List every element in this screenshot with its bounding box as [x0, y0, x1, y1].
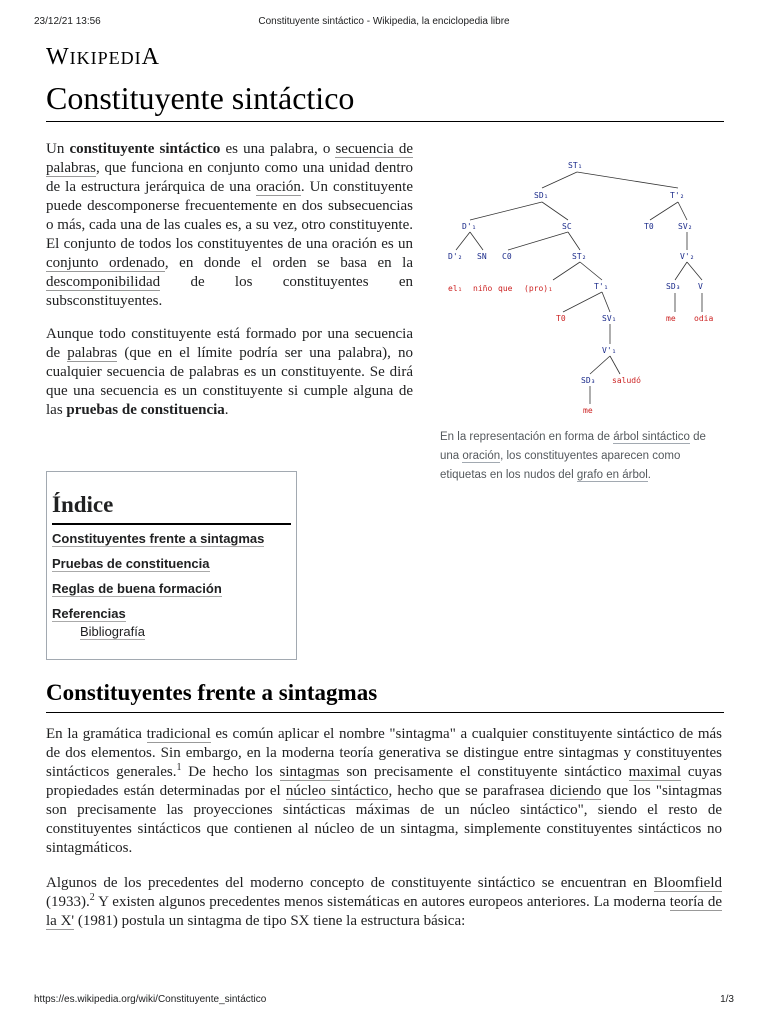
leaf-pro: (pro)₁: [524, 284, 553, 293]
link-maximal[interactable]: maximal: [628, 764, 682, 780]
edge: [470, 202, 542, 220]
edge: [678, 202, 687, 220]
syntax-tree-figure: [440, 150, 730, 485]
text: Algunos de los precedentes del moderno concepto de constituyente sintáctico se encuentran en: [46, 875, 654, 891]
toc-item-label: Reglas de buena formación: [52, 581, 222, 596]
text: Y existen algunos precedentes menos sistemáticas en autores europeos anteriores. La moderna: [94, 894, 670, 910]
edge: [470, 232, 483, 250]
link-descomponibilidad[interactable]: descomponibilidad: [46, 274, 161, 290]
print-page-title: Constituyente sintáctico - Wikipedia, la enciclopedia libre: [258, 16, 510, 27]
node-sd1: SD₁: [534, 191, 549, 200]
text: Un: [46, 141, 70, 157]
leaf-que: que: [498, 284, 513, 293]
node-sv2: SV₂: [678, 222, 693, 231]
text: son precisamente el constituyente sintáctico: [339, 764, 629, 780]
edge: [542, 172, 577, 188]
reference-2[interactable]: 2: [89, 892, 95, 903]
node-st1: ST₁: [568, 161, 583, 170]
link-nucleo-sintactico[interactable]: núcleo sintáctico: [285, 783, 389, 799]
toc-item-label: Pruebas de constituencia: [52, 556, 210, 571]
text: (que en el límite podría ser una palabra), no cualquier secuencia de palabras es un constituyente. Se dirá que una secuencia es un constituyente si cumple alguna de las: [46, 345, 413, 418]
toc-title: Índice: [52, 492, 291, 525]
bold-term: constituyente sintáctico: [69, 141, 221, 157]
leaf-odia: odia: [694, 314, 714, 323]
toc-item-label: Constituyentes frente a sintagmas: [52, 531, 265, 546]
text: (1981) postula un sintagma de tipo SX tiene la estructura básica:: [74, 913, 466, 929]
text: de una: [440, 431, 706, 462]
toc-item-referencias[interactable]: [52, 606, 291, 622]
link-tradicional[interactable]: tradicional: [146, 726, 211, 742]
toc-item-reglas[interactable]: [52, 581, 291, 597]
node-sv1: SV₁: [602, 314, 617, 323]
node-d1: D'₁: [462, 222, 477, 231]
text: de los constituyentes en subsconstituyentes.: [46, 274, 413, 309]
text: es una palabra, o: [220, 141, 336, 157]
toc-subitem-bibliografia[interactable]: [80, 624, 291, 640]
text: (1933).: [46, 894, 90, 910]
toc-item-label: Referencias: [52, 606, 126, 621]
leaf-nino: niño: [473, 284, 493, 293]
print-url: https://es.wikipedia.org/wiki/Constituyente_sintáctico: [34, 994, 267, 1005]
leaf-el: el₁: [448, 284, 463, 293]
text: . Un constituyente puede descomponerse frecuentemente en dos subsecuencias o más, cada una de las cuales es, a su vez, otro constituyente. El conjunto de todos los constituyentes de una oración es un: [46, 179, 413, 252]
toc-subitem-label: Bibliografía: [80, 624, 146, 639]
intro-paragraph-2: [46, 325, 413, 420]
figure-caption: [440, 428, 720, 485]
edge: [508, 232, 568, 250]
node-t1: T'₁: [594, 282, 609, 291]
edge: [542, 202, 568, 220]
link-sintagmas[interactable]: sintagmas: [279, 764, 340, 780]
text: En la representación en forma de: [440, 431, 614, 443]
page-title: Constituyente sintáctico: [46, 80, 724, 122]
edge: [590, 356, 610, 374]
link-oracion[interactable]: oración: [255, 179, 301, 195]
text: es común aplicar el nombre "sintagma" a cualquier constituyente sintáctico de más de dos elementos. Sin embargo, en la moderna teoría generativa se distingue entre sintagmas y constituyentes sintácticos generales.: [46, 726, 722, 780]
wikipedia-logo[interactable]: [46, 44, 160, 71]
node-v1: V'₁: [602, 346, 617, 355]
node-sn: SN: [477, 252, 487, 261]
text: , en donde el orden se basa en la: [164, 255, 413, 271]
link-grafo-en-arbol[interactable]: grafo en árbol: [576, 469, 648, 481]
text: .: [647, 469, 651, 481]
text: cuyas propiedades están determinadas por el: [46, 764, 723, 799]
link-arbol-sintactico[interactable]: árbol sintáctico: [613, 431, 690, 443]
leaf-me-2: me: [583, 406, 593, 415]
toc-item-pruebas[interactable]: [52, 556, 291, 572]
intro-section: [46, 140, 413, 434]
edge: [675, 262, 687, 280]
toc-item-constituyentes[interactable]: [52, 531, 291, 547]
link-conjunto-ordenado[interactable]: conjunto ordenado: [46, 255, 165, 271]
edge: [687, 262, 702, 280]
table-of-contents: [46, 471, 297, 660]
logo-letter-w: W: [46, 44, 70, 70]
edge: [602, 292, 610, 312]
edge: [577, 172, 678, 188]
text: Aunque todo constituyente está formado por una secuencia de: [46, 326, 413, 361]
syntax-tree-image[interactable]: [440, 150, 730, 422]
edge: [650, 202, 678, 220]
text: que los "sintagmas son precisamente las proyecciones sintácticas máximas de un núcleo sintáctico", siendo el resto de constituyentes sintácticos que contienen al núcleo de un sintagma, simplemente constituyentes sintácticos no sintagmáticos.: [46, 783, 722, 856]
node-sd3-b: SD₃: [581, 376, 596, 385]
logo-letter-a: A: [141, 44, 160, 70]
link-bloomfield[interactable]: Bloomfield: [653, 875, 722, 891]
text: , los constituyentes aparecen como etiquetas en los nudos del: [440, 450, 681, 481]
section-heading: Constituyentes frente a sintagmas: [46, 680, 724, 713]
edge: [568, 232, 580, 250]
logo-letters-middle: IKIPEDI: [69, 48, 142, 68]
node-c0: C0: [502, 252, 512, 261]
edge: [563, 292, 602, 312]
text: , que funciona en conjunto como una unidad dentro de la estructura jerárquica de una: [46, 160, 413, 195]
leaf-saludo: saludó: [612, 376, 641, 385]
bold-term: pruebas de constituencia: [66, 402, 225, 418]
node-sd3-a: SD₃: [666, 282, 681, 291]
node-d2: D'₂: [448, 252, 463, 261]
text: En la gramática: [46, 726, 147, 742]
edge: [610, 356, 620, 374]
print-page-number: 1/3: [720, 994, 734, 1005]
node-t0-a: T0: [644, 222, 654, 231]
link-diciendo[interactable]: diciendo: [549, 783, 602, 799]
edge: [580, 262, 602, 280]
intro-paragraph-1: [46, 140, 413, 311]
reference-1[interactable]: 1: [176, 762, 182, 773]
section-paragraph-2: [46, 874, 722, 931]
node-v2: V'₂: [680, 252, 695, 261]
link-secuencia-de-palabras[interactable]: secuencia de palabras: [46, 141, 414, 176]
node-v: V: [698, 282, 703, 291]
link-oracion-caption[interactable]: oración: [462, 450, 501, 462]
section-paragraph-1: [46, 725, 722, 858]
edge: [456, 232, 470, 250]
node-sc: SC: [562, 222, 572, 231]
node-st2: ST₂: [572, 252, 587, 261]
edge: [553, 262, 580, 280]
text: De hecho los: [181, 764, 280, 780]
node-t0-b: T0: [556, 314, 566, 323]
link-palabras[interactable]: palabras: [67, 345, 118, 361]
section-body: [46, 725, 722, 947]
leaf-me-1: me: [666, 314, 676, 323]
print-date: 23/12/21 13:56: [34, 16, 101, 27]
node-t2: T'₂: [670, 191, 685, 200]
text: , hecho que se parafrasea: [388, 783, 550, 799]
text: .: [224, 402, 229, 418]
link-teoria-de-la-x[interactable]: teoría de la X': [46, 894, 723, 929]
